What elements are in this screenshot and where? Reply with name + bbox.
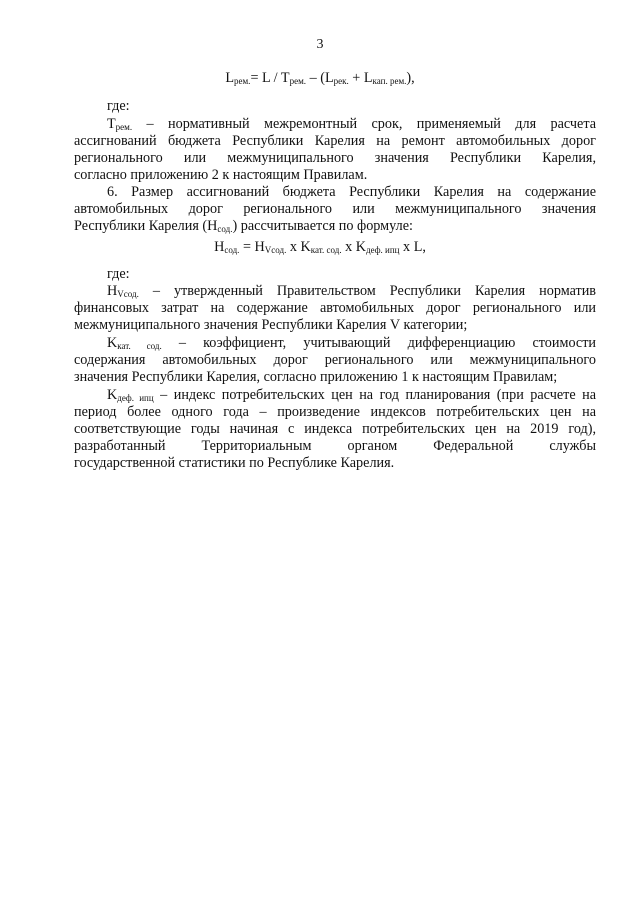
formula-maintenance: $Н_{сод.} = Н_{Vсод.}$ х $K_{кат. сод.}$ х $K_{деф. ипц}$ х L, [214,239,426,255]
kk-definition-line: содержания автомобильных дорог регионального или межмуниципального [74,352,596,368]
formula-repair: $L_{рем.}= L / T_{рем.} - (L_{рек.} + L_{кап. рем.})$, [225,70,415,86]
where-label: где: [107,98,130,114]
hv-definition-line: межмуниципального значения Республики Карелия V категории; [74,317,468,333]
hv-definition-line: финансовых затрат на содержание автомобильных дорог регионального или [74,300,596,316]
item6-line: автомобильных дорог регионального или межмуниципального значения [74,201,596,217]
t-definition-line: ассигнований бюджета Республики Карелия на ремонт автомобильных дорог [74,133,596,149]
kd-definition-line: разработанный Территориальным органом Федеральной службы [74,438,596,454]
kd-definition-line: период более одного года – произведение индексов потребительских цен на [74,404,596,420]
item6-line: 6. Размер ассигнований бюджета Республики Карелия на содержание [107,184,596,200]
t-definition-line: регионального или межмуниципального значения Республики Карелия, [74,150,596,166]
t-definition-line: согласно приложению 2 к настоящим Правилам. [74,167,368,183]
kd-definition-line: соответствующие годы начиная с индекса потребительских цен на 2019 год), [74,421,596,437]
kk-definition-line: $K_{кат. сод.}$ – коэффициент, учитывающий дифференциацию стоимости [107,335,596,351]
kd-definition-line: $K_{деф. ипц}$ – индекс потребительских цен на год планирования (при расчете на [107,387,596,403]
t-definition-line: $T_{рем.}$ – нормативный межремонтный срок, применяемый для расчета [107,116,596,132]
kd-definition-line: государственной статистики по Республике Карелия. [74,455,395,471]
kk-definition-line: значения Республики Карелия, согласно приложению 1 к настоящим Правилам; [74,369,558,385]
page-number: 3 [316,37,324,52]
hv-definition-line: $Н_{Vсод.}$ – утвержденный Правительством Республики Карелия норматив [107,283,596,299]
where-label: где: [107,266,130,282]
item6-line: Республики Карелия $(Н_{сод.})$ рассчитывается по формуле: [74,218,413,234]
